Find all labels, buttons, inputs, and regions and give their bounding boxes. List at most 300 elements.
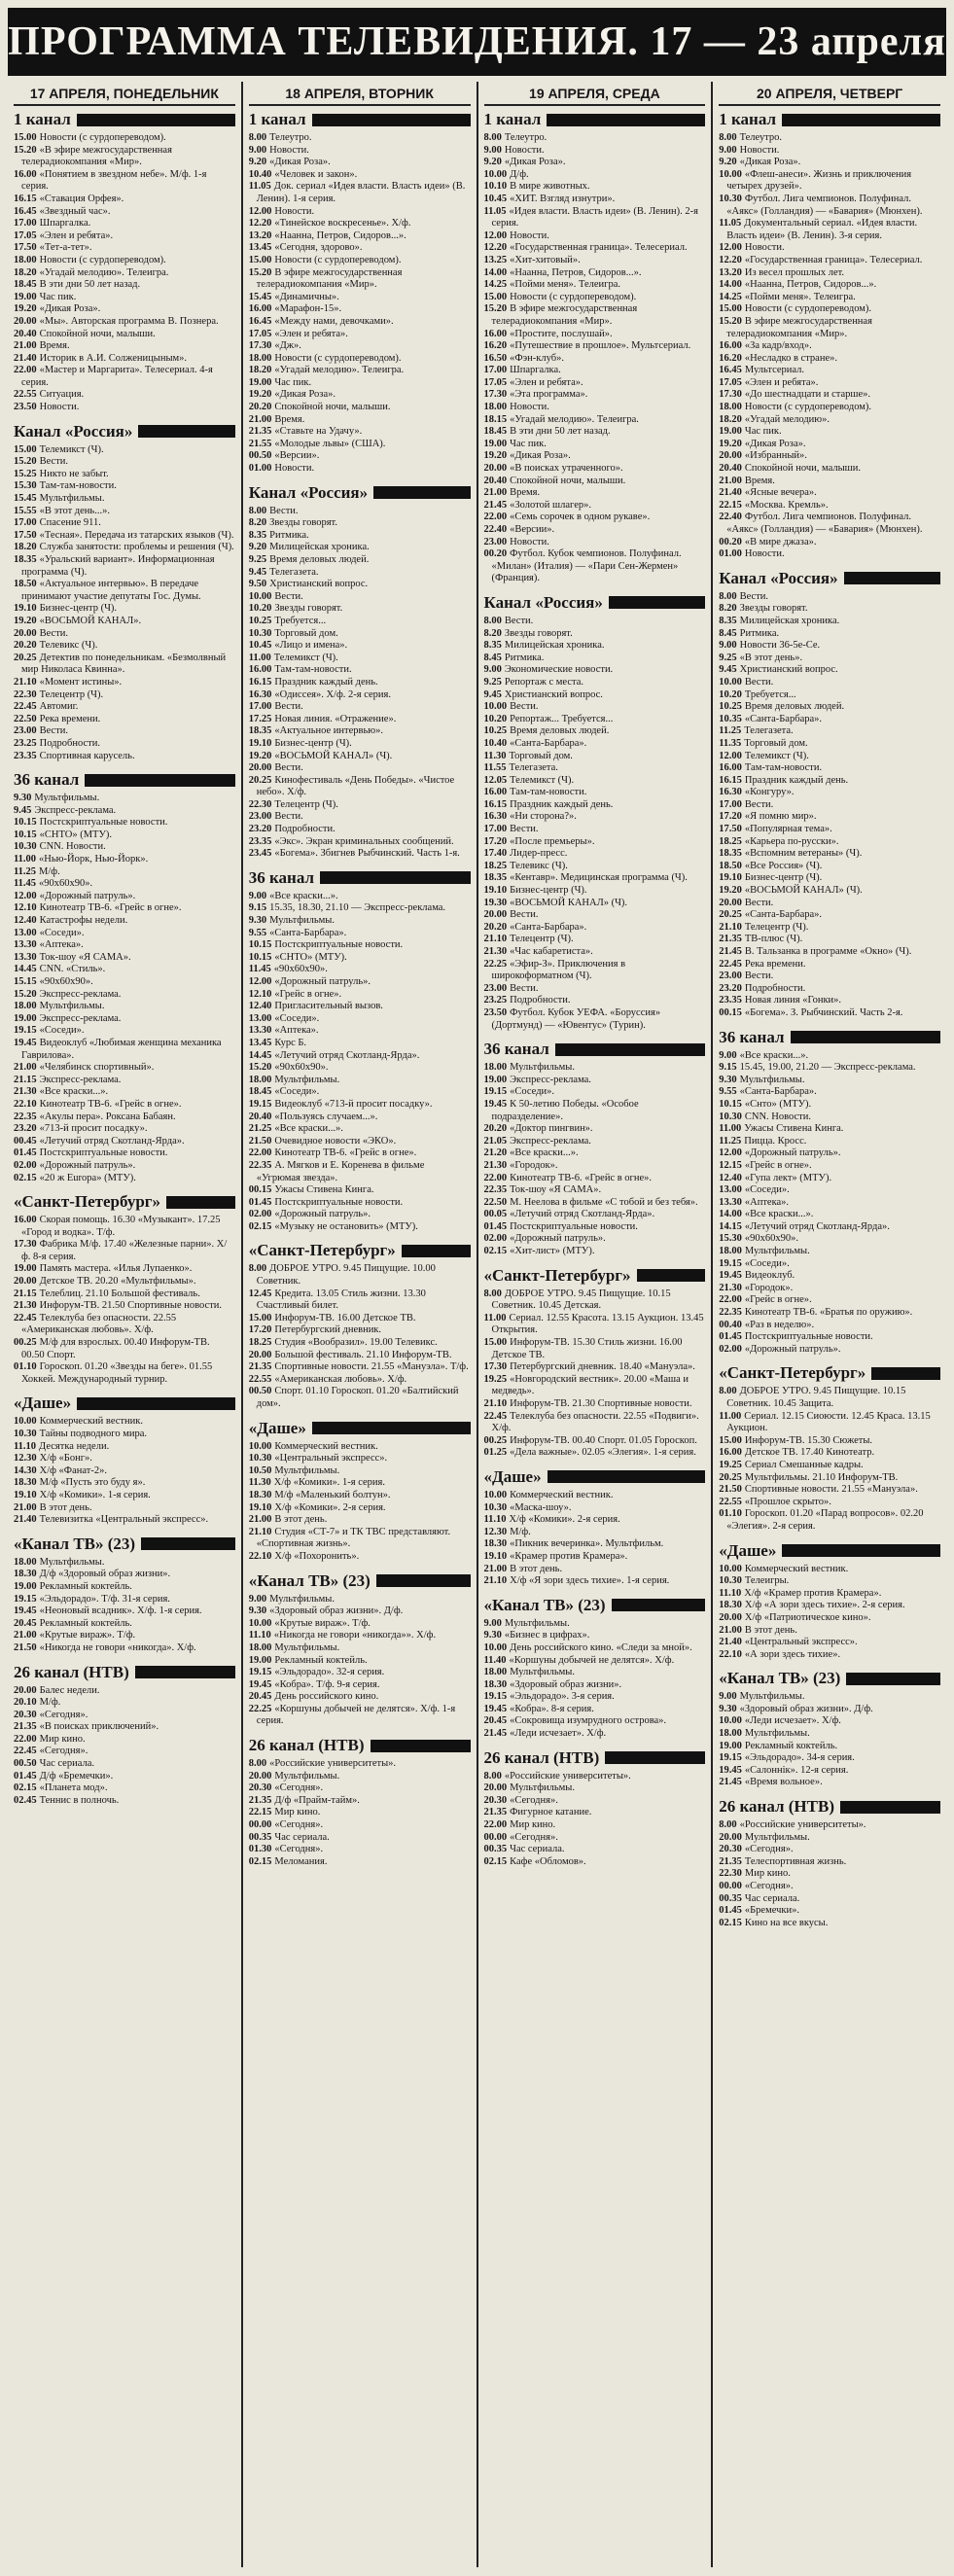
program-listing — [249, 1527, 471, 1551]
program-title: «Дела важные». 02.05 «Элегия». 1-я серия. — [510, 1447, 696, 1459]
program-title: Постскриптуальные новости. — [39, 817, 168, 829]
program-listing — [14, 1465, 235, 1478]
program-listing — [249, 1209, 471, 1221]
program-listing — [484, 1795, 706, 1808]
program-title: Вести. — [510, 824, 539, 835]
program-listing — [14, 939, 235, 952]
program-listing — [719, 1050, 940, 1063]
program-listing — [484, 426, 706, 439]
program-time: 16.00 — [248, 664, 272, 676]
program-time: 21.05 — [483, 1135, 508, 1147]
program-title: «Аптека». — [744, 1196, 790, 1208]
program-listing — [249, 1136, 471, 1148]
program-time: 8.00 — [483, 132, 502, 143]
program-time: 10.15 — [14, 829, 37, 840]
program-time: 00.35 — [248, 1831, 272, 1843]
channel-block — [719, 1363, 940, 1533]
program-title: Х/ф «Бонг». — [39, 1453, 92, 1464]
program-title: «Сегодня». — [39, 1709, 88, 1720]
program-listing — [249, 1771, 471, 1783]
program-title: «Понятием в звездном небе». М/ф. 1-я серия. — [21, 168, 207, 193]
program-listing — [719, 1832, 940, 1845]
program-title: Время. — [744, 475, 775, 486]
program-time: 20.30 — [483, 1794, 508, 1806]
channel-heading-bar — [844, 572, 940, 584]
day-heading: 17 АПРЕЛЯ, ПОНЕДЕЛЬНИК — [14, 82, 235, 106]
program-time: 18.30 — [14, 1569, 37, 1580]
program-listing — [484, 701, 706, 714]
program-time: 9.20 — [248, 542, 267, 553]
program-title: Час пик. — [274, 376, 312, 388]
channel-heading-bar — [135, 1666, 235, 1678]
program-title: Экспресс-реклама. — [510, 1074, 591, 1085]
program-listing — [484, 1807, 706, 1819]
program-listing — [249, 1160, 471, 1184]
program-time: 22.35 — [719, 1307, 742, 1319]
program-time: 17.50 — [719, 824, 742, 835]
program-title: Мультфильмы. — [274, 1641, 340, 1653]
program-listing — [484, 377, 706, 390]
program-title: «Неоновый всадник». Х/ф. 1-я серия. — [39, 1606, 202, 1617]
program-time: 21.35 — [483, 1807, 508, 1818]
program-title: Время деловых людей. — [510, 725, 610, 737]
program-listing — [249, 292, 471, 304]
program-time: 19.45 — [14, 1606, 37, 1617]
program-title: «Версии». — [510, 524, 555, 535]
program-title: Звезды говорят. — [739, 603, 808, 615]
program-listing — [249, 701, 471, 714]
program-time: 11.45 — [248, 964, 271, 975]
program-listing — [719, 653, 940, 665]
program-time: 20.40 — [248, 1111, 272, 1122]
program-time: 16.00 — [483, 787, 508, 798]
program-title: Коммерческий вестник. — [39, 1416, 143, 1428]
program-title: «Простите, послушай». — [510, 328, 613, 339]
program-time: 21.30 — [719, 1282, 742, 1293]
program-title: Мультсериал. — [744, 365, 805, 376]
program-title: «Несладко в стране». — [744, 352, 838, 364]
program-title: «Санта-Барбара». — [510, 921, 587, 933]
program-time: 02.45 — [14, 1794, 37, 1806]
program-time: 22.10 — [719, 1648, 742, 1660]
program-time: 10.30 — [248, 627, 272, 639]
program-listing — [249, 824, 471, 836]
program-title: «Все краски...». — [739, 1049, 809, 1061]
program-listing — [14, 1416, 235, 1429]
program-time: 01.25 — [483, 1447, 508, 1459]
program-time: 19.15 — [14, 1025, 37, 1037]
program-time: 19.00 — [14, 291, 37, 302]
program-time: 15.45 — [248, 291, 272, 302]
program-listing — [719, 1307, 940, 1320]
program-listing — [14, 915, 235, 928]
program-title: «Час кабаретиста». — [510, 946, 593, 957]
channel-heading-bar — [312, 114, 471, 126]
program-time: 10.40 — [248, 168, 272, 180]
program-time: 18.45 — [14, 279, 37, 291]
program-listing — [719, 1233, 940, 1246]
program-listing — [484, 303, 706, 328]
program-time: 19.25 — [483, 1373, 508, 1385]
channel-block — [249, 483, 471, 861]
program-listing — [719, 701, 940, 714]
program-title: «Крамер против Крамера». — [510, 1550, 628, 1562]
program-time: 11.25 — [719, 1135, 742, 1147]
program-title: Лидер-пресс. — [510, 848, 568, 860]
program-title: «90х60х90». — [744, 1233, 798, 1245]
program-listing — [719, 267, 940, 280]
program-listing — [249, 836, 471, 849]
program-title: Вести. — [744, 676, 774, 688]
program-title: Кинотеатр ТВ-6. «Братья по оружию». — [744, 1307, 913, 1319]
program-time: 22.00 — [719, 1294, 742, 1306]
program-time: 11.10 — [483, 1514, 507, 1526]
program-title: «Богема». Збигнев Рыбчинский. Часть 1-я. — [274, 848, 460, 860]
program-time: 21.00 — [248, 413, 272, 425]
channel-heading-bar — [840, 1801, 940, 1814]
program-time: 16.30 — [248, 688, 272, 700]
program-title: «Все краски...». — [744, 1209, 814, 1220]
program-title: Вести. — [510, 701, 539, 713]
program-listing — [484, 677, 706, 689]
program-title: Катастрофы недели. — [39, 915, 128, 927]
program-title: Телецентр (Ч). — [510, 934, 574, 945]
program-listing — [719, 1600, 940, 1612]
channel-name: 1 канал — [248, 110, 306, 128]
program-time: 21.00 — [14, 1501, 37, 1513]
program-title: «Никогда не говори «никогда». Х/ф. — [39, 1641, 196, 1653]
program-listing — [14, 817, 235, 829]
program-listing — [484, 1771, 706, 1783]
program-listing — [249, 738, 471, 751]
program-time: 23.50 — [14, 402, 37, 413]
channel-name: 26 канал (НТВ) — [483, 1747, 600, 1767]
program-time: 10.00 — [483, 701, 508, 713]
program-listing — [484, 775, 706, 788]
program-title: «90х60х90». — [39, 878, 93, 890]
program-listing — [719, 1320, 940, 1332]
program-listing — [484, 1538, 706, 1551]
program-time: 19.00 — [719, 426, 742, 438]
program-title: Телевикс (Ч). — [510, 860, 568, 871]
program-time: 01.00 — [248, 463, 272, 475]
program-time: 20.00 — [483, 463, 508, 475]
channel-heading — [484, 1040, 706, 1059]
program-time: 20.40 — [14, 328, 37, 339]
channel-block — [719, 1541, 940, 1662]
program-time: 22.50 — [483, 1196, 508, 1208]
program-time: 11.40 — [483, 1654, 507, 1666]
program-listing — [249, 255, 471, 267]
program-time: 21.15 — [14, 1288, 37, 1299]
program-time: 00.50 — [248, 1386, 272, 1397]
program-title: «Человек и закон». — [274, 168, 358, 180]
program-title: Детское ТВ. 17.40 Кинотеатр. — [744, 1447, 875, 1459]
program-time: 19.15 — [483, 1086, 508, 1098]
program-listing — [249, 762, 471, 775]
program-time: 19.30 — [483, 897, 508, 908]
program-listing — [14, 854, 235, 866]
program-time: 10.20 — [483, 713, 508, 724]
program-listing — [249, 1630, 471, 1642]
program-listing — [484, 353, 706, 366]
program-listing — [484, 132, 706, 145]
program-title: «Ясные вечера». — [744, 487, 817, 499]
program-time: 8.35 — [483, 640, 502, 652]
program-title: Телеутро. — [269, 132, 312, 143]
program-listing — [14, 1062, 235, 1075]
program-time: 9.55 — [248, 927, 267, 938]
program-time: 20.20 — [248, 402, 272, 413]
program-listing — [719, 1460, 940, 1472]
program-title: Спокойной ночи, малыши. — [744, 463, 861, 475]
program-title: В эти дни 50 лет назад. — [510, 426, 611, 438]
program-time: 21.55 — [248, 438, 272, 449]
channel-block — [249, 1736, 471, 1868]
program-listing — [484, 1221, 706, 1234]
program-time: 22.00 — [483, 1172, 508, 1183]
program-time: 10.00 — [483, 168, 508, 180]
program-listing — [719, 848, 940, 861]
program-title: Новости 36-5е-Се. — [739, 640, 821, 652]
program-listing — [14, 1288, 235, 1301]
program-time: 00.20 — [483, 548, 508, 560]
program-title: Сериал Смешанные кадры. — [744, 1459, 864, 1470]
program-time: 17.05 — [719, 376, 742, 388]
program-listing — [14, 1502, 235, 1515]
program-listing — [249, 517, 471, 530]
program-title: Спасение 911. — [39, 517, 101, 529]
program-title: Вести. — [744, 970, 774, 982]
program-time: 18.30 — [14, 1477, 37, 1489]
program-title: «Угадай мелодию». — [744, 413, 830, 425]
program-title: «Крутые вираж». Т/ф. — [39, 1630, 136, 1641]
program-listing — [719, 340, 940, 353]
program-listing — [719, 836, 940, 849]
program-listing — [484, 898, 706, 910]
program-time: 15.30 — [14, 480, 37, 492]
program-listing — [484, 1136, 706, 1148]
program-title: «Золотой шлагер». — [510, 499, 591, 511]
program-time: 22.40 — [719, 512, 742, 523]
program-title: Мультфильмы. 21.10 Инфорум-ТВ. — [744, 1471, 899, 1483]
program-time: 16.20 — [483, 340, 508, 352]
program-listing — [249, 145, 471, 158]
program-listing — [14, 316, 235, 329]
program-time: 00.20 — [719, 536, 742, 547]
program-listing — [484, 1062, 706, 1075]
program-time: 18.20 — [248, 365, 272, 376]
program-listing — [484, 1160, 706, 1173]
program-title: Постскриптуальные новости. — [274, 1196, 404, 1208]
program-title: «Дикая Роза». — [739, 157, 801, 168]
program-listing — [14, 1263, 235, 1276]
program-listing — [484, 1123, 706, 1136]
program-title: «Пойми меня». Телеигра. — [510, 279, 621, 291]
program-title: Вести. — [504, 615, 534, 626]
program-listing — [719, 1221, 940, 1234]
program-title: Спорт. 01.10 Гороскоп. 01.20 «Балтийский дом». — [256, 1386, 459, 1409]
channel-heading-bar — [402, 1245, 471, 1257]
program-title: Коммерческий вестник. — [510, 1489, 614, 1500]
program-listing — [249, 664, 471, 677]
program-time: 9.00 — [719, 640, 737, 652]
program-title: «Музыку не остановить» (МТУ). — [274, 1220, 418, 1232]
program-title: «Кобра». Т/ф. 9-я серия. — [274, 1678, 380, 1690]
program-time: 17.00 — [14, 517, 37, 529]
program-time: 22.35 — [14, 1111, 37, 1122]
program-listing — [719, 1881, 940, 1893]
program-title: Час сериала. — [274, 1831, 330, 1843]
program-title: «Леди исчезает». Х/ф. — [744, 1715, 841, 1727]
program-listing — [14, 329, 235, 341]
program-time: 18.00 — [719, 1728, 742, 1740]
program-title: «Угадай мелодию». Телеигра. — [510, 413, 639, 425]
program-listing — [14, 1453, 235, 1465]
program-title: Гороскоп. 01.20 «Звезды на беге». 01.55 Хоккей. Международный турнир. — [21, 1361, 213, 1385]
channel-block — [484, 1748, 706, 1869]
program-time: 18.15 — [483, 413, 508, 425]
program-listing — [484, 799, 706, 812]
program-listing — [14, 1075, 235, 1087]
program-time: 23.20 — [248, 824, 272, 835]
program-time: 16.50 — [483, 352, 508, 364]
program-listing — [14, 1721, 235, 1734]
program-time: 11.00 — [483, 1312, 507, 1323]
program-time: 9.00 — [719, 1049, 737, 1061]
program-title: «Эта программа». — [510, 389, 588, 401]
program-title: В. Тальзанка в программе «Окно» (Ч). — [744, 946, 912, 957]
program-listing — [484, 1782, 706, 1795]
program-time: 22.55 — [248, 1373, 272, 1385]
program-title: Пригласительный вызов. — [274, 1001, 383, 1012]
program-time: 10.25 — [483, 725, 508, 737]
day-heading: 19 АПРЕЛЯ, СРЕДА — [484, 82, 706, 106]
program-time: 21.10 — [483, 1398, 508, 1409]
program-time: 13.45 — [248, 242, 272, 254]
channel-name: Канал «Россия» — [248, 482, 369, 502]
program-title: «Все краски...». — [269, 890, 338, 901]
program-time: 12.15 — [719, 1159, 742, 1171]
program-time: 9.45 — [248, 566, 267, 578]
program-time: 22.30 — [14, 688, 37, 700]
program-listing — [719, 677, 940, 689]
program-listing — [249, 169, 471, 182]
program-listing — [14, 1112, 235, 1124]
program-time: 00.05 — [483, 1209, 508, 1220]
program-title: Память мастера. «Илья Лупаенко». — [39, 1263, 193, 1275]
channel-heading-bar — [166, 1196, 235, 1209]
program-time: 9.25 — [483, 676, 502, 688]
day-column — [713, 82, 946, 2567]
program-time: 16.30 — [719, 787, 742, 798]
program-title: В этот день. — [744, 1624, 797, 1636]
program-title: Футбол. Кубок УЕФА. «Боруссия» (Дортмунд) — «Ювентус» (Турин). — [491, 1006, 661, 1031]
program-time: 01.45 — [719, 1905, 742, 1917]
channel-name: 1 канал — [483, 110, 542, 128]
program-title: «Угадай мелодию». Телеигра. — [39, 266, 169, 278]
program-title: «Дикая Роза». — [504, 157, 566, 168]
program-title: В этот день. — [510, 1563, 563, 1574]
program-time: 00.25 — [483, 1434, 508, 1446]
program-time: 22.55 — [719, 1496, 742, 1507]
program-title: М/ф. — [510, 1526, 531, 1537]
program-title: «Дикая Роза». — [510, 450, 571, 462]
program-title: Постскриптуальные новости. — [744, 1331, 873, 1343]
program-listing — [249, 1655, 471, 1668]
program-title: Фигурное катание. — [510, 1807, 592, 1818]
program-title: Коммерческий вестник. — [274, 1440, 378, 1452]
program-time: 12.45 — [248, 1288, 272, 1299]
program-title: Телегазета. — [509, 762, 558, 774]
program-title: День российского кино. «Следи за мной». — [510, 1641, 692, 1653]
channel-name: «Санкт-Петербург» — [483, 1265, 631, 1285]
program-time: 18.50 — [14, 579, 37, 590]
program-title: Телеигры. — [744, 1575, 790, 1587]
program-title: Сериал. 12.55 Красота. 13.15 Аукцион. 13.45 Открытия. — [491, 1312, 704, 1336]
program-time: 23.00 — [14, 725, 37, 737]
program-time: 10.30 — [14, 841, 37, 853]
program-title: Новости (с сурдопереводом). — [39, 254, 166, 265]
program-listing — [249, 365, 471, 377]
program-time: 15.20 — [248, 1062, 272, 1074]
program-listing — [484, 751, 706, 763]
program-time: 19.10 — [483, 885, 508, 897]
program-listing — [14, 365, 235, 389]
program-title: «Челябинск спортивный». — [39, 1062, 155, 1074]
program-listing — [249, 1807, 471, 1819]
program-time: 8.00 — [719, 132, 737, 143]
program-listing — [719, 1575, 940, 1588]
program-time: 11.00 — [719, 1410, 742, 1422]
program-listing — [484, 725, 706, 738]
program-title: Видеоклуб «713-й просит посадку». — [274, 1098, 433, 1110]
program-time: 10.20 — [248, 603, 272, 615]
program-time: 8.35 — [719, 615, 737, 626]
program-listing — [249, 653, 471, 665]
program-time: 19.15 — [248, 1667, 272, 1678]
program-time: 01.30 — [248, 1844, 272, 1855]
program-listing — [484, 463, 706, 476]
program-time: 8.00 — [719, 590, 737, 602]
program-listing — [249, 1465, 471, 1478]
program-time: 23.50 — [483, 1006, 508, 1018]
program-listing — [249, 1490, 471, 1502]
program-title: Х/ф «Комики». 1-я серия. — [39, 1489, 151, 1500]
program-time: 22.45 — [483, 1410, 508, 1422]
program-time: 20.10 — [14, 1697, 37, 1709]
program-title: Студия «СТ-7» и ТК ТВС представляют. «Спортивная жизнь». — [256, 1526, 451, 1550]
program-title: Мультфильмы. — [269, 915, 335, 927]
program-title: Коммерческий вестник. — [744, 1563, 849, 1574]
program-time: 16.00 — [483, 328, 508, 339]
channel-block — [14, 422, 235, 762]
program-listing — [14, 303, 235, 316]
program-time: 18.30 — [248, 1489, 272, 1500]
program-listing — [14, 1514, 235, 1527]
program-title: Балес недели. — [39, 1684, 100, 1696]
channel-name: 36 канал — [719, 1027, 785, 1046]
channel-name: 36 канал — [248, 867, 315, 887]
channel-heading-bar — [846, 1673, 940, 1685]
program-listing — [14, 456, 235, 469]
program-time: 10.00 — [248, 1440, 272, 1452]
program-listing — [249, 775, 471, 799]
program-listing — [249, 1667, 471, 1679]
program-listing — [719, 1331, 940, 1344]
program-time: 8.00 — [483, 1288, 502, 1299]
program-listing — [249, 628, 471, 641]
